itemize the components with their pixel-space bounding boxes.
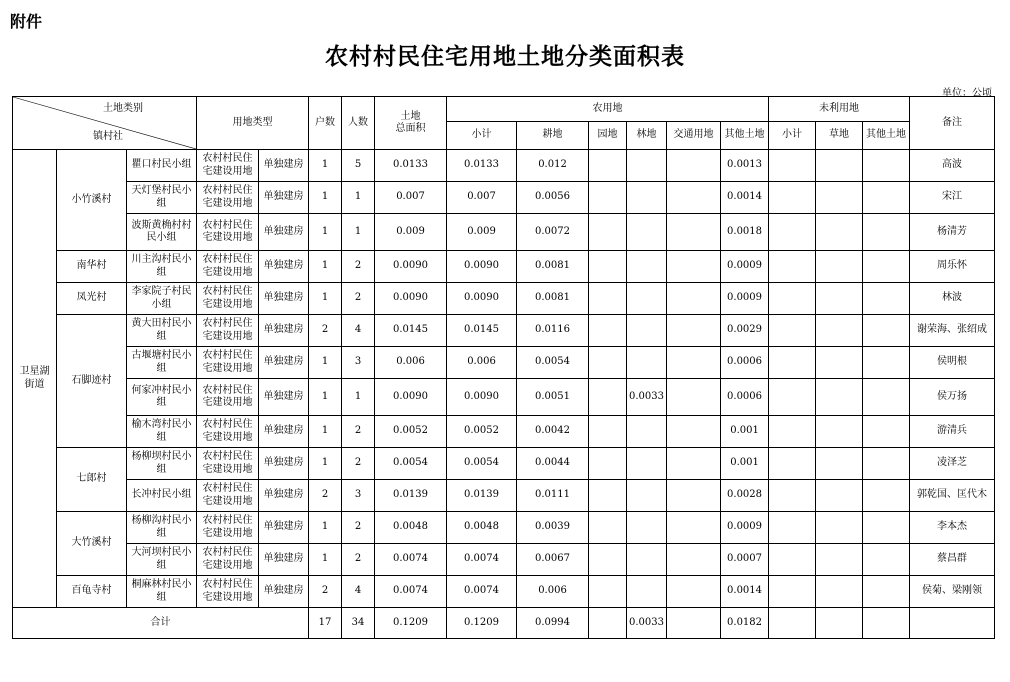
agri-other-cell: 0.0018 bbox=[721, 214, 769, 251]
forest-cell bbox=[627, 576, 667, 608]
total-agri-other: 0.0182 bbox=[721, 608, 769, 639]
arable-cell: 0.0054 bbox=[517, 347, 589, 379]
unused-subtotal-cell bbox=[769, 416, 816, 448]
arable-cell: 0.0081 bbox=[517, 251, 589, 283]
use-type-cell: 农村村民住宅建设用地 bbox=[197, 182, 259, 214]
unused-other-cell bbox=[863, 182, 910, 214]
build-kind-cell: 单独建房 bbox=[259, 283, 309, 315]
traffic-cell bbox=[667, 480, 721, 512]
unused-subtotal-cell bbox=[769, 512, 816, 544]
grass-cell bbox=[816, 544, 863, 576]
remark-cell: 侯菊、梁刚领 bbox=[910, 576, 995, 608]
group-cell: 李家院子村民小组 bbox=[127, 283, 197, 315]
garden-cell bbox=[589, 379, 627, 416]
garden-cell bbox=[589, 448, 627, 480]
agri-other-cell: 0.001 bbox=[721, 416, 769, 448]
table-row bbox=[13, 544, 995, 576]
people-cell: 4 bbox=[342, 576, 375, 608]
use-type-cell: 农村村民住宅建设用地 bbox=[197, 379, 259, 416]
forest-header: 林地 bbox=[627, 122, 667, 150]
unused-other-cell bbox=[863, 544, 910, 576]
agri-subtotal-cell: 0.0052 bbox=[447, 416, 517, 448]
garden-cell bbox=[589, 315, 627, 347]
use-type-cell: 农村村民住宅建设用地 bbox=[197, 512, 259, 544]
unused-subtotal-header: 小计 bbox=[769, 122, 816, 150]
households-cell: 2 bbox=[309, 315, 342, 347]
use-type-cell: 农村村民住宅建设用地 bbox=[197, 347, 259, 379]
agri-subtotal-cell: 0.0048 bbox=[447, 512, 517, 544]
remark-header: 备注 bbox=[910, 97, 995, 150]
grass-header: 草地 bbox=[816, 122, 863, 150]
remark-cell: 郭乾国、匡代木 bbox=[910, 480, 995, 512]
grass-cell bbox=[816, 448, 863, 480]
unused-other-cell bbox=[863, 576, 910, 608]
arable-cell: 0.0116 bbox=[517, 315, 589, 347]
total-unused-other bbox=[863, 608, 910, 639]
traffic-cell bbox=[667, 416, 721, 448]
households-cell: 1 bbox=[309, 251, 342, 283]
village-cell: 大竹溪村 bbox=[57, 512, 127, 576]
agri-subtotal-cell: 0.0133 bbox=[447, 150, 517, 182]
village-cell: 石脚迹村 bbox=[57, 315, 127, 448]
people-cell: 5 bbox=[342, 150, 375, 182]
unused-subtotal-cell bbox=[769, 576, 816, 608]
households-header: 户数 bbox=[309, 97, 342, 150]
people-cell: 2 bbox=[342, 283, 375, 315]
grass-cell bbox=[816, 214, 863, 251]
arable-cell: 0.0056 bbox=[517, 182, 589, 214]
unused-subtotal-cell bbox=[769, 182, 816, 214]
total-unused-subtotal bbox=[769, 608, 816, 639]
total-area-cell: 0.0090 bbox=[375, 283, 447, 315]
total-area-cell: 0.0133 bbox=[375, 150, 447, 182]
agri-other-cell: 0.0028 bbox=[721, 480, 769, 512]
garden-cell bbox=[589, 347, 627, 379]
remark-cell: 凌泽芝 bbox=[910, 448, 995, 480]
remark-cell: 侯明根 bbox=[910, 347, 995, 379]
remark-cell: 谢荣海、张绍成 bbox=[910, 315, 995, 347]
build-kind-cell: 单独建房 bbox=[259, 150, 309, 182]
group-cell: 杨柳坝村民小组 bbox=[127, 448, 197, 480]
forest-cell bbox=[627, 448, 667, 480]
unused-subtotal-cell bbox=[769, 480, 816, 512]
people-cell: 2 bbox=[342, 251, 375, 283]
agri-subtotal-cell: 0.0054 bbox=[447, 448, 517, 480]
forest-cell bbox=[627, 214, 667, 251]
unused-other-cell bbox=[863, 214, 910, 251]
remark-cell: 侯万扬 bbox=[910, 379, 995, 416]
people-cell: 2 bbox=[342, 512, 375, 544]
village-cell: 凤光村 bbox=[57, 283, 127, 315]
agri-other-cell: 0.0014 bbox=[721, 576, 769, 608]
unused-subtotal-cell bbox=[769, 379, 816, 416]
remark-cell: 游清兵 bbox=[910, 416, 995, 448]
grass-cell bbox=[816, 182, 863, 214]
traffic-cell bbox=[667, 512, 721, 544]
grass-cell bbox=[816, 251, 863, 283]
build-kind-cell: 单独建房 bbox=[259, 182, 309, 214]
land-type-header: 土地类别 bbox=[103, 103, 143, 114]
unused-header: 未利用地 bbox=[769, 97, 910, 122]
build-kind-cell: 单独建房 bbox=[259, 315, 309, 347]
total-households: 17 bbox=[309, 608, 342, 639]
table-row bbox=[13, 347, 995, 379]
use-type-cell: 农村村民住宅建设用地 bbox=[197, 214, 259, 251]
total-area-cell: 0.0054 bbox=[375, 448, 447, 480]
forest-cell bbox=[627, 150, 667, 182]
grass-cell bbox=[816, 576, 863, 608]
village-cell: 小竹溪村 bbox=[57, 150, 127, 251]
total-people: 34 bbox=[342, 608, 375, 639]
garden-cell bbox=[589, 283, 627, 315]
group-cell: 瞿口村民小组 bbox=[127, 150, 197, 182]
agri-other-cell: 0.0009 bbox=[721, 251, 769, 283]
forest-cell: 0.0033 bbox=[627, 379, 667, 416]
agri-other-cell: 0.001 bbox=[721, 448, 769, 480]
page-title: 农村村民住宅用地土地分类面积表 bbox=[325, 43, 685, 70]
group-cell: 杨柳沟村民小组 bbox=[127, 512, 197, 544]
garden-cell bbox=[589, 576, 627, 608]
agri-subtotal-cell: 0.007 bbox=[447, 182, 517, 214]
table-row bbox=[13, 182, 995, 214]
households-cell: 1 bbox=[309, 544, 342, 576]
street-cell: 卫星湖 街道 bbox=[13, 150, 57, 608]
forest-cell bbox=[627, 315, 667, 347]
group-cell: 波斯黄桷村村民小组 bbox=[127, 214, 197, 251]
unused-subtotal-cell bbox=[769, 283, 816, 315]
total-grass bbox=[816, 608, 863, 639]
people-cell: 2 bbox=[342, 448, 375, 480]
land-area-table bbox=[12, 96, 995, 639]
grass-cell bbox=[816, 150, 863, 182]
agri-other-cell: 0.0007 bbox=[721, 544, 769, 576]
agri-other-cell: 0.0006 bbox=[721, 379, 769, 416]
total-area: 0.1209 bbox=[375, 608, 447, 639]
forest-cell bbox=[627, 480, 667, 512]
forest-cell bbox=[627, 182, 667, 214]
grass-cell bbox=[816, 347, 863, 379]
agri-subtotal-cell: 0.0074 bbox=[447, 576, 517, 608]
table-row bbox=[13, 251, 995, 283]
unused-other-cell bbox=[863, 480, 910, 512]
garden-cell bbox=[589, 512, 627, 544]
total-remark bbox=[910, 608, 995, 639]
village-cell: 南华村 bbox=[57, 251, 127, 283]
use-type-cell: 农村村民住宅建设用地 bbox=[197, 576, 259, 608]
traffic-cell bbox=[667, 251, 721, 283]
unused-other-cell bbox=[863, 315, 910, 347]
table-row bbox=[13, 283, 995, 315]
total-area-cell: 0.006 bbox=[375, 347, 447, 379]
group-cell: 古堰塘村民小组 bbox=[127, 347, 197, 379]
forest-cell bbox=[627, 251, 667, 283]
unused-other-cell bbox=[863, 379, 910, 416]
table-row bbox=[13, 480, 995, 512]
arable-cell: 0.0081 bbox=[517, 283, 589, 315]
remark-cell: 高波 bbox=[910, 150, 995, 182]
build-kind-cell: 单独建房 bbox=[259, 347, 309, 379]
people-header: 人数 bbox=[342, 97, 375, 150]
table-row bbox=[13, 315, 995, 347]
use-type-cell: 农村村民住宅建设用地 bbox=[197, 315, 259, 347]
table-row bbox=[13, 416, 995, 448]
arable-cell: 0.0044 bbox=[517, 448, 589, 480]
attachment-label: 附件 bbox=[10, 12, 43, 31]
total-traffic bbox=[667, 608, 721, 639]
use-type-cell: 农村村民住宅建设用地 bbox=[197, 283, 259, 315]
remark-cell: 周乐怀 bbox=[910, 251, 995, 283]
grass-cell bbox=[816, 379, 863, 416]
arable-cell: 0.0051 bbox=[517, 379, 589, 416]
households-cell: 1 bbox=[309, 347, 342, 379]
garden-cell bbox=[589, 214, 627, 251]
households-cell: 1 bbox=[309, 214, 342, 251]
agri-subtotal-cell: 0.009 bbox=[447, 214, 517, 251]
town-village-header: 镇村社 bbox=[93, 130, 123, 142]
total-area-cell: 0.0052 bbox=[375, 416, 447, 448]
households-cell: 1 bbox=[309, 283, 342, 315]
households-cell: 1 bbox=[309, 512, 342, 544]
arable-cell: 0.0111 bbox=[517, 480, 589, 512]
unused-subtotal-cell bbox=[769, 347, 816, 379]
forest-cell bbox=[627, 512, 667, 544]
unused-subtotal-cell bbox=[769, 150, 816, 182]
people-cell: 3 bbox=[342, 480, 375, 512]
table-row bbox=[13, 512, 995, 544]
use-type-cell: 农村村民住宅建设用地 bbox=[197, 416, 259, 448]
group-cell: 桐麻林村民小组 bbox=[127, 576, 197, 608]
people-cell: 1 bbox=[342, 182, 375, 214]
total-garden bbox=[589, 608, 627, 639]
households-cell: 1 bbox=[309, 150, 342, 182]
garden-header: 园地 bbox=[589, 122, 627, 150]
unused-other-cell bbox=[863, 512, 910, 544]
total-row bbox=[13, 608, 995, 639]
traffic-header: 交通用地 bbox=[667, 122, 721, 150]
header-diagonal-cell bbox=[13, 97, 197, 150]
unused-other-cell bbox=[863, 251, 910, 283]
build-kind-cell: 单独建房 bbox=[259, 544, 309, 576]
unused-other-cell bbox=[863, 347, 910, 379]
total-area-cell: 0.0048 bbox=[375, 512, 447, 544]
agri-other-cell: 0.0013 bbox=[721, 150, 769, 182]
build-kind-cell: 单独建房 bbox=[259, 416, 309, 448]
unused-subtotal-cell bbox=[769, 544, 816, 576]
arable-header: 耕地 bbox=[517, 122, 589, 150]
use-type-cell: 农村村民住宅建设用地 bbox=[197, 480, 259, 512]
total-agri-subtotal: 0.1209 bbox=[447, 608, 517, 639]
agri-other-cell: 0.0009 bbox=[721, 283, 769, 315]
traffic-cell bbox=[667, 182, 721, 214]
total-arable: 0.0994 bbox=[517, 608, 589, 639]
use-type-cell: 农村村民住宅建设用地 bbox=[197, 251, 259, 283]
grass-cell bbox=[816, 416, 863, 448]
use-type-cell: 农村村民住宅建设用地 bbox=[197, 448, 259, 480]
arable-cell: 0.0067 bbox=[517, 544, 589, 576]
people-cell: 2 bbox=[342, 544, 375, 576]
unit-label: 单位：公顷 bbox=[942, 88, 992, 99]
garden-cell bbox=[589, 480, 627, 512]
agri-subtotal-cell: 0.0145 bbox=[447, 315, 517, 347]
build-kind-cell: 单独建房 bbox=[259, 251, 309, 283]
arable-cell: 0.012 bbox=[517, 150, 589, 182]
remark-cell: 蔡昌群 bbox=[910, 544, 995, 576]
agri-subtotal-header: 小计 bbox=[447, 122, 517, 150]
table-row bbox=[13, 214, 995, 251]
garden-cell bbox=[589, 150, 627, 182]
remark-cell: 林波 bbox=[910, 283, 995, 315]
group-cell: 何家冲村民小组 bbox=[127, 379, 197, 416]
remark-cell: 宋江 bbox=[910, 182, 995, 214]
grass-cell bbox=[816, 315, 863, 347]
total-area-cell: 0.009 bbox=[375, 214, 447, 251]
unused-other-header: 其他土地 bbox=[863, 122, 910, 150]
group-cell: 榆木湾村民小组 bbox=[127, 416, 197, 448]
agri-other-cell: 0.0009 bbox=[721, 512, 769, 544]
village-cell: 百龟寺村 bbox=[57, 576, 127, 608]
arable-cell: 0.006 bbox=[517, 576, 589, 608]
unused-other-cell bbox=[863, 283, 910, 315]
village-cell: 七郎村 bbox=[57, 448, 127, 512]
agri-header: 农用地 bbox=[447, 97, 769, 122]
grass-cell bbox=[816, 480, 863, 512]
arable-cell: 0.0042 bbox=[517, 416, 589, 448]
households-cell: 1 bbox=[309, 416, 342, 448]
agri-other-cell: 0.0029 bbox=[721, 315, 769, 347]
group-cell: 川主沟村民小组 bbox=[127, 251, 197, 283]
traffic-cell bbox=[667, 150, 721, 182]
arable-cell: 0.0039 bbox=[517, 512, 589, 544]
table-row bbox=[13, 150, 995, 182]
total-area-cell: 0.0090 bbox=[375, 379, 447, 416]
unused-subtotal-cell bbox=[769, 315, 816, 347]
total-area-cell: 0.0074 bbox=[375, 544, 447, 576]
unused-other-cell bbox=[863, 448, 910, 480]
unused-other-cell bbox=[863, 416, 910, 448]
traffic-cell bbox=[667, 283, 721, 315]
traffic-cell bbox=[667, 576, 721, 608]
remark-cell: 杨清芳 bbox=[910, 214, 995, 251]
build-kind-cell: 单独建房 bbox=[259, 480, 309, 512]
use-type-cell: 农村村民住宅建设用地 bbox=[197, 150, 259, 182]
garden-cell bbox=[589, 416, 627, 448]
table-row bbox=[13, 576, 995, 608]
households-cell: 1 bbox=[309, 182, 342, 214]
build-kind-cell: 单独建房 bbox=[259, 576, 309, 608]
group-cell: 黄大田村民小组 bbox=[127, 315, 197, 347]
forest-cell bbox=[627, 347, 667, 379]
agri-other-cell: 0.0014 bbox=[721, 182, 769, 214]
agri-other-cell: 0.0006 bbox=[721, 347, 769, 379]
build-kind-cell: 单独建房 bbox=[259, 512, 309, 544]
traffic-cell bbox=[667, 347, 721, 379]
households-cell: 2 bbox=[309, 576, 342, 608]
total-area-cell: 0.0145 bbox=[375, 315, 447, 347]
use-type-cell: 农村村民住宅建设用地 bbox=[197, 544, 259, 576]
total-area-cell: 0.007 bbox=[375, 182, 447, 214]
total-forest: 0.0033 bbox=[627, 608, 667, 639]
garden-cell bbox=[589, 544, 627, 576]
people-cell: 3 bbox=[342, 347, 375, 379]
unused-subtotal-cell bbox=[769, 448, 816, 480]
group-cell: 天灯堡村民小组 bbox=[127, 182, 197, 214]
people-cell: 2 bbox=[342, 416, 375, 448]
forest-cell bbox=[627, 416, 667, 448]
traffic-cell bbox=[667, 544, 721, 576]
forest-cell bbox=[627, 544, 667, 576]
people-cell: 1 bbox=[342, 214, 375, 251]
total-label: 合计 bbox=[13, 608, 309, 639]
people-cell: 1 bbox=[342, 379, 375, 416]
households-cell: 1 bbox=[309, 448, 342, 480]
table-row bbox=[13, 448, 995, 480]
arable-cell: 0.0072 bbox=[517, 214, 589, 251]
table-row bbox=[13, 379, 995, 416]
build-kind-cell: 单独建房 bbox=[259, 448, 309, 480]
traffic-cell bbox=[667, 448, 721, 480]
agri-subtotal-cell: 0.0090 bbox=[447, 251, 517, 283]
agri-subtotal-cell: 0.0090 bbox=[447, 283, 517, 315]
forest-cell bbox=[627, 283, 667, 315]
total-area-cell: 0.0139 bbox=[375, 480, 447, 512]
agri-other-header: 其他土地 bbox=[721, 122, 769, 150]
people-cell: 4 bbox=[342, 315, 375, 347]
grass-cell bbox=[816, 512, 863, 544]
build-kind-cell: 单独建房 bbox=[259, 379, 309, 416]
traffic-cell bbox=[667, 379, 721, 416]
build-kind-cell: 单独建房 bbox=[259, 214, 309, 251]
traffic-cell bbox=[667, 214, 721, 251]
grass-cell bbox=[816, 283, 863, 315]
garden-cell bbox=[589, 182, 627, 214]
traffic-cell bbox=[667, 315, 721, 347]
agri-subtotal-cell: 0.0074 bbox=[447, 544, 517, 576]
group-cell: 大河坝村民小组 bbox=[127, 544, 197, 576]
total-area-cell: 0.0074 bbox=[375, 576, 447, 608]
agri-subtotal-cell: 0.0139 bbox=[447, 480, 517, 512]
households-cell: 2 bbox=[309, 480, 342, 512]
group-cell: 长冲村民小组 bbox=[127, 480, 197, 512]
unused-other-cell bbox=[863, 150, 910, 182]
use-type-header: 用地类型 bbox=[197, 97, 309, 150]
unused-subtotal-cell bbox=[769, 251, 816, 283]
agri-subtotal-cell: 0.0090 bbox=[447, 379, 517, 416]
agri-subtotal-cell: 0.006 bbox=[447, 347, 517, 379]
total-area-cell: 0.0090 bbox=[375, 251, 447, 283]
households-cell: 1 bbox=[309, 379, 342, 416]
total-area-header: 土地 总面积 bbox=[375, 97, 447, 150]
remark-cell: 李本杰 bbox=[910, 512, 995, 544]
unused-subtotal-cell bbox=[769, 214, 816, 251]
garden-cell bbox=[589, 251, 627, 283]
